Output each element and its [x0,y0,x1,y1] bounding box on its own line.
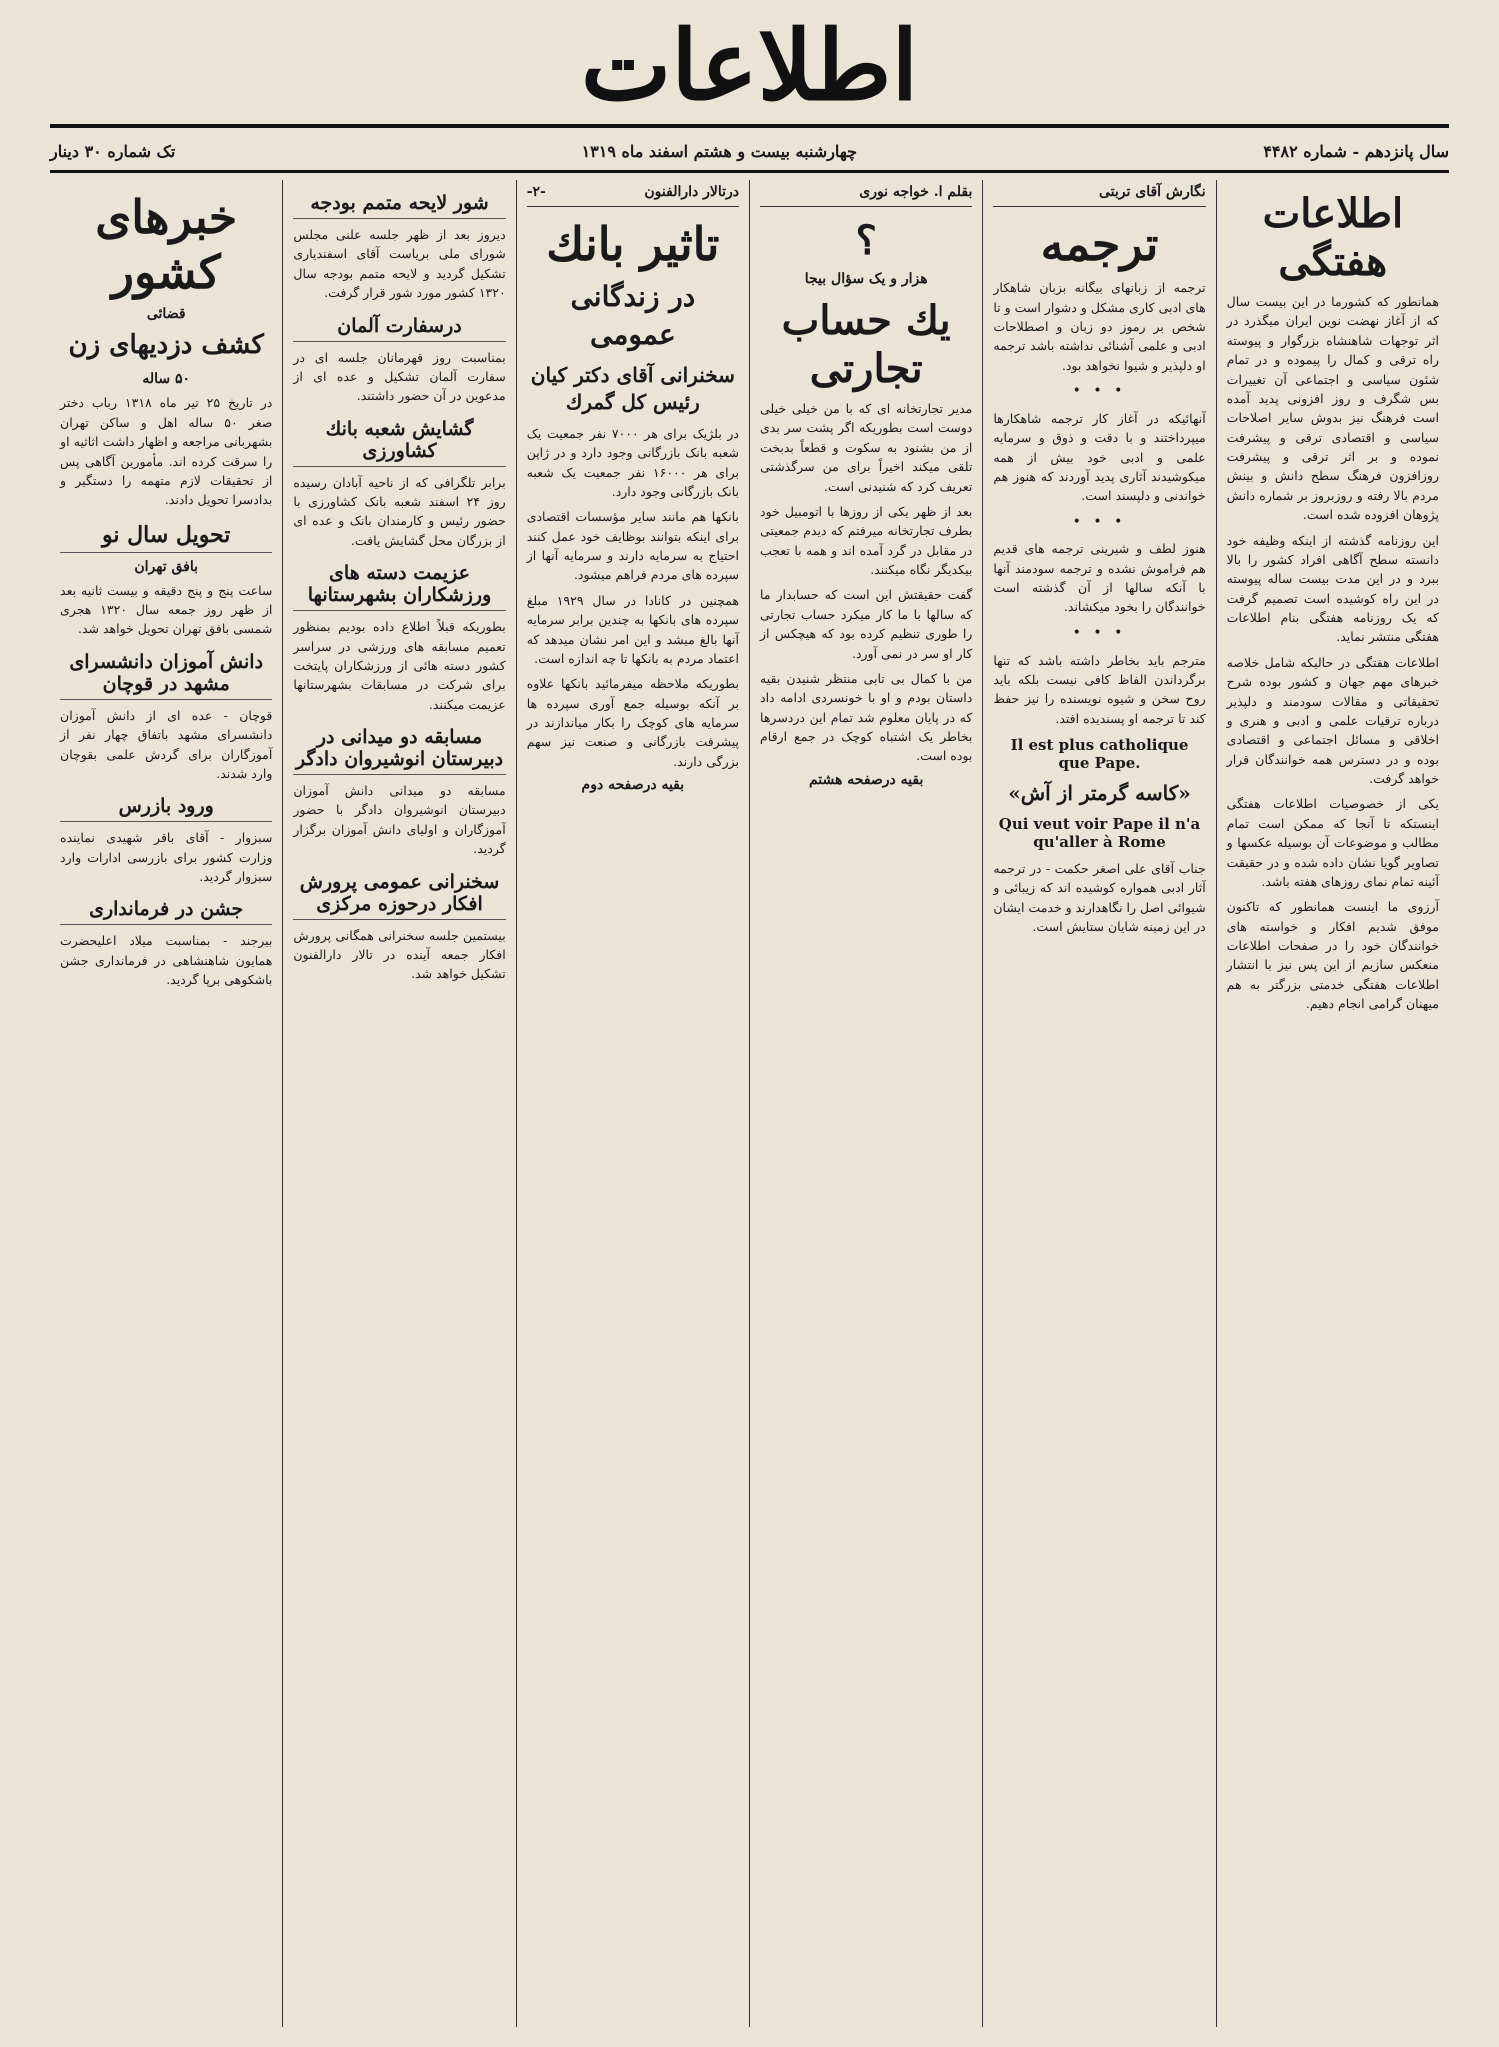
paragraph: این روزنامه گذشته از اینکه وظیفه خود دانسته سطح آگاهی افراد کشور را بالا ببرد و در این مدت بیست ساله پیوسته در این راه کوشیده است تصمیم گرفت که یک روزنامه هفتگی بنام اطلاعات هفتگی منتشر نماید. [1226,532,1439,645]
theft-headline: کشف دزدیهای زن [68,330,264,361]
issue-number: سال پانزدهم - شماره ۴۴۸۲ [1263,141,1449,161]
athletes-headline: عزیمت دسته های ورزشکاران بشهرستانها [293,562,505,611]
issue-price: تک شماره ۳۰ دینار [50,141,176,161]
column-country-news [50,180,282,2027]
issue-date: چهارشنبه بیست و هشتم اسفند ماه ۱۳۱۹ [581,141,858,161]
french-quote-1: Il est plus catholique que Pape. [1010,736,1189,772]
paragraph: بطوریکه ملاحظه میفرمائید بانکها علاوه بر آنکه بوسیله جمع آوری سپرده ها سرمایه های کوچک را بکار میاندازند در پیشرفت بازرگانی و صنعت نیز سهم بزرگی دارند. [526,676,740,769]
bank-speaker: سخنرانی آقای دکتر کیان رئیس کل گمرك [530,362,735,414]
bank-byline [527,180,739,207]
column-bank [516,180,749,2027]
translation-body [993,278,1205,728]
paragraph: همچنین در کانادا در سال ۱۹۲۹ مبلغ سپرده های بانکها به چندین برابر سرمایه آنها بالغ میشد و این امر نشان میدهد که اعتماد مردم به بانکها تا چه اندازه است. [526,592,740,666]
paragraph: ترجمه از زبانهای بیگانه بزبان شاهکار های ادبی کاری مشکل و دشوار است و تا شخص بر رموز دو زبان و اصطلاحات ادبی و علمی آشنائی نداشته باشد ترجمه او دلپذیر و شیوا نخواهد بود. [993,280,1206,373]
account-body [760,399,972,766]
paragraph: ساعت پنج و پنج دقیقه و بیست ثانیه بعد از ظهر روز جمعه سال ۱۳۲۰ هجری شمسی بافق تهران تحویل خواهد شد. [60,582,273,637]
paragraph: برابر تلگرافی که از ناحیه آبادان رسیده روز ۲۴ اسفند شعبه بانک کشاورزی با حضور رئیس و کارمندان بانک و عده ای از بزرگان محل گشایش یافت. [293,474,506,548]
new-year-body [60,581,272,639]
paragraph: در بلژیک برای هر ۷۰۰۰ نفر جمعیت یک شعبه بانک بازرگانی وجود دارد و در ژاپن برای هر ۱۶۰۰۰ نفر جمعیت یک شعبه بانک بازرگانی وجود دارد. [526,425,740,499]
paragraph: بعد از ظهر یکی از روزها با اتومبیل خود بطرف تجارتخانه میرفتم که دیدم جمعیتی در مقابل در گرد آمده اند و همه با تعجب بیکدیگر نگاه میکنند. [760,503,973,577]
paragraph: بیستمین جلسه سخنرانی همگانی پرورش افکار جمعه آینده در تالار دارالفنون تشکیل خواهد شد. [293,927,506,982]
theft-body [60,393,272,509]
masthead-rule [50,124,1449,128]
dateline-rule [50,170,1449,173]
paragraph: بطوریکه قبلاً اطلاع داده بودیم بمنظور تعمیم مسابقه های ورزشی در سراسر کشور دسته هائی از ورزشکاران پایتخت برای شرکت در مسابقات بشهرستانها عزیمت میکنند. [293,619,506,712]
byline-author: نگارش آقای تربتی [1098,184,1206,200]
embassy-body [293,348,505,406]
paragraph: مترجم باید بخاطر داشته باشد که تنها برگرداندن الفاظ کافی نیست بلکه باید روح سخن و شیوه نویسنده را نیز حفظ کند تا ترجمه او پسندیده افتد. [993,652,1206,726]
bank-subheadline: در زندگانی عمومی [570,280,696,351]
continued-note: بقیه درصفحه دوم [581,777,685,794]
masthead: اطلاعات [580,9,919,122]
french-quote-2: Qui veut voir Pape il n'a qu'aller à Rome [998,815,1201,851]
budget-headline: شور لایحه متمم بودجه [293,192,505,219]
lecture-body [293,926,505,984]
account-headline: یك حساب تجارتی [781,297,951,392]
paragraph: یکی از خصوصیات اطلاعات هفتگی اینستکه تا آنجا که ممکن است تمام مطالب و موضوعات آن بوسیله عکسها و تصاویر گویا نشان داده شده و در حقیقت آئینه تمام نمای روزهای هفته باشد. [1226,796,1439,889]
paragraph: آرزوی ما اینست همانطور که تاکنون موفق شدیم افکار و خواسته های خوانندگان خود را در صفحات اطلاعات منعکس سازیم از این پس نیز با انتشار اطلاعات هفتگی خدمتی بزرگتر به هم میهنان گرامی انجام دهیم. [1226,899,1439,1012]
article-columns [50,180,1449,2027]
paragraph: قوچان - عده ای از دانش آموزان دانشسرای مشهد باتفاق چهار نفر از آموزگاران برای گردش علمی بقوچان وارد شدند. [60,707,273,781]
inspector-headline: ورود بازرس [60,795,272,822]
paragraph: همانطور که کشورما در این بیست سال که از آغاز نهضت نوین ایران میگذرد در اثر توجهات شاهنشاه بزرگوار و پیوسته راه ترقی و کمال را پیموده و در تمام شئون سیاسی و اجتماعی آن تغییرات بس شگرف و روز افزونی پدید آمده است فرهنگ نیز بدوش سایر اصلاحات سیاسی و اقتصادی ترقی و پیشرفت نموده و بر اثر ترقی و پیشرفت روزافزون فرهنگ سطح دانش و بینش مردم بالا رفته و روزبروز بر شماره دانش پژوهان افزوده شده است. [1226,294,1439,523]
account-byline [760,180,972,207]
students-headline: دانش آموزان دانشسرای مشهد در قوچان [60,651,272,700]
column-translation [982,180,1215,2027]
bank-branch-body [293,473,505,551]
byline-venue: درتالار دارالفنون [644,184,740,200]
inspector-body [60,828,272,886]
paragraph: بمناسبت روز قهرمانان جلسه ای در سفارت آلمان تشکیل و عده ای از مدعوین در آن حضور داشتند. [293,349,506,404]
paragraph: مسابقه دو میدانی دانش آموزان دبیرستان انوشیروان دادگر با حضور آموزگاران و اولیای دانش آموزان برگزار گردید. [293,783,506,857]
separator: • • • [1072,624,1127,641]
paragraph: دیروز بعد از ظهر جلسه علنی مجلس شورای ملی بریاست آقای اسفندیاری تشکیل گردید و لایحه متمم بودجه سال ۱۳۲۰ کشور مورد شور قرار گرفت. [293,227,506,301]
paragraph: سبزوار - آقای باقر شهیدی نماینده وزارت کشور برای بازرسی ادارات وارد سبزوار گردید. [60,830,273,885]
celebration-headline: جشن در فرمانداری [60,898,272,925]
country-news-headline: خبرهای کشور [95,190,238,300]
paragraph: آنهائیکه در آغاز کار ترجمه شاهکارها میپرداختند و با دقت و ذوق و سرمایه علمی و ادبی خود بیش از همه میکوشیدند آثاری پدید آوردند که هنوز هم خواندنی و دلپسند است. [993,410,1206,504]
series-title: هزار و یک سؤال بیجا [804,271,928,287]
new-year-subheadline: بافق تهران [134,558,199,575]
byline-part: -۲- [526,184,546,200]
paragraph: گفت حقیقتش این است که حسابدار ما که سالها با ما کار میکرد حساب تجارتی را طوری تنظیم کرده بود که هیچکس از کار او سر در نمی آورد. [760,587,973,661]
paragraph: هنوز لطف و شیرینی ترجمه های قدیم هم فراموش نشده و ترجمه سودمند آنها با آنکه سالها از آن گذشته است خوانندگان را بخود میکشاند. [993,541,1206,615]
paragraph: جناب آقای علی اصغر حکمت - در ترجمه آثار ادبی همواره کوشیده اند که زیبائی و شیوائی اصل را نگاهدارند و خدمت ایشان در این زمینه شایان ستایش است. [993,861,1206,935]
paragraph: من با کمال بی تابی منتظر شنیدن بقیه داستان بودم و او با خونسردی ادامه داد که در پایان معلوم شد تمام این دردسرها بخاطر یک اشتباه کوچک در جمع ارقام بوده است. [760,670,973,764]
translation-headline: ترجمه [1040,217,1159,271]
paragraph: مدیر تجارتخانه ای که با من خیلی خیلی دوست است بطوریکه اگر پشت سر بدی از من بشنود به سکوت و قطعاً بدبخت تلقی میکند اخیراً برای من سرگذشتی تعریف کرد که شنیدنی است. [760,401,973,494]
column-news-brief [282,180,515,2027]
column-weekly [1216,180,1449,2027]
judicial-kicker: قضائی [146,306,186,323]
track-meet-headline: مسابقه دو میدانی در دبیرستان انوشیروان دادگر [293,726,505,775]
new-year-headline: تحویل سال نو [60,522,272,553]
paragraph: بیرجند - بمناسبت میلاد اعلیحضرت همایون شاهنشاهی در فرمانداری جشن باشکوهی برپا گردید. [60,933,273,988]
separator: • • • [1072,383,1127,400]
column-business-account [749,180,982,2027]
weekly-headline: اطلاعات هفتگی [1262,190,1404,285]
students-body [60,706,272,784]
dateline [50,136,1449,166]
byline-author: بقلم ا. خواجه نوری [859,184,973,200]
lecture-headline: سخنرانی عمومی پرورش افکار درحوزه مرکزی [293,871,505,920]
theft-subheadline: ۵۰ ساله [142,371,191,388]
translation-byline [993,180,1205,207]
continued-note: بقیه درصفحه هشتم [808,771,924,788]
celebration-body [60,931,272,989]
paragraph: بانکها هم مانند سایر مؤسسات اقتصادی برای اینکه بتوانند بوظایف خود عمل کنند احتیاج به سرمایه دارند و سرمایه آنها از سپرده های مردم فراهم میشود. [526,509,740,583]
question-mark: ؟ [855,217,877,264]
paragraph: اطلاعات هفتگی در حالیکه شامل خلاصه خبرهای مهم جهان و کشور بوده شرح تحقیقاتی و مقالات سودمند و دلپذیر درباره ترقیات علمی و ادبی و هنری و اخلاقی و مسائل اجتماعی و اقتصادی بوده و در دسترس همه خوانندگان قرار خواهد گرفت. [1226,654,1439,786]
separator: • • • [1072,513,1127,530]
track-meet-body [293,781,505,859]
bank-body [527,424,739,771]
bank-headline: تاثیر بانك [546,217,720,271]
persian-proverb: «کاسه گرمتر از آش» [1008,781,1191,805]
embassy-headline: درسفارت آلمان [293,315,505,342]
weekly-body [1227,292,1439,1014]
paragraph: در تاریخ ۲۵ تیر ماه ۱۳۱۸ رباب دختر صغر ۵۰ ساله اهل و ساکن تهران بشهربانی مراجعه و اظهار داشت اثاثیه او را سرقت کرده اند. مأمورین آگاهی پس از تحقیقات لازم متهمه را دستگیر و بدادسرا تحویل دادند. [60,395,273,508]
budget-body [293,225,505,303]
bank-branch-headline: گشایش شعبه بانك كشاورزی [293,418,505,467]
translation-body-end [993,859,1205,937]
athletes-body [293,617,505,714]
